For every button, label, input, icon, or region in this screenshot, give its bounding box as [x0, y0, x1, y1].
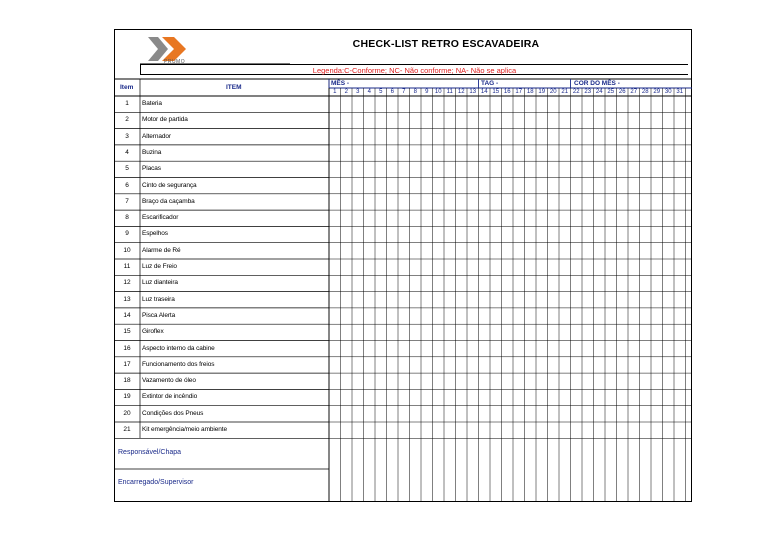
day-column-header: 14: [480, 89, 488, 95]
day-column-header: 16: [503, 89, 511, 95]
item-number: 11: [123, 263, 131, 270]
item-number: 8: [125, 214, 129, 222]
item-number: 10: [123, 246, 131, 254]
day-column-header: 3: [356, 89, 360, 95]
item-number: 18: [123, 377, 131, 385]
item-number: 15: [123, 328, 131, 336]
item-label: Extintor de incêndio: [142, 393, 198, 401]
day-column-header: 24: [595, 89, 603, 95]
day-column-header: 27: [630, 89, 638, 95]
day-column-header: 8: [413, 89, 417, 95]
day-column-header: 21: [561, 89, 569, 95]
item-number: 6: [125, 181, 129, 189]
item-label: Vazamento de óleo: [142, 377, 196, 385]
day-column-header: 30: [664, 89, 672, 95]
day-column-header: 28: [641, 89, 649, 95]
day-column-header: 12: [457, 89, 465, 95]
day-column-header: 13: [469, 89, 477, 95]
item-label: Funcionamento dos freios: [142, 360, 215, 368]
col-header-mes: MÊS -: [331, 80, 350, 87]
item-label: Espelhos: [142, 230, 168, 238]
day-column-header: 1: [333, 89, 337, 95]
day-column-header: 31: [676, 89, 684, 95]
day-column-header: 20: [549, 89, 557, 95]
day-column-header: 25: [607, 89, 615, 95]
day-column-header: 2: [344, 89, 348, 95]
item-number: 20: [123, 409, 131, 417]
legend: Legenda:C-Conforme; NC- Não conforme; NA- Não se aplica: [140, 64, 688, 75]
item-number: 16: [123, 344, 131, 352]
item-number: 9: [125, 230, 129, 238]
col-header-item: ITEM: [226, 84, 242, 91]
day-column-header: 18: [526, 89, 534, 95]
day-column-header: 23: [584, 89, 592, 95]
item-number: 12: [123, 279, 131, 287]
day-column-header: 9: [425, 89, 429, 95]
item-label: Luz traseira: [142, 295, 175, 303]
day-column-header: 17: [515, 89, 523, 95]
col-header-tag: TAG -: [481, 80, 499, 87]
item-label: Bateria: [142, 100, 162, 107]
item-number: 1: [125, 100, 129, 107]
item-label: Condições dos Pneus: [142, 409, 204, 417]
item-label: Giroflex: [142, 328, 164, 336]
day-column-header: 19: [538, 89, 546, 95]
item-label: Placas: [142, 165, 161, 173]
item-label: Alternador: [142, 132, 171, 140]
item-label: Escarificador: [142, 214, 179, 222]
item-label: Luz dianteira: [142, 279, 178, 287]
item-number: 5: [125, 165, 129, 173]
item-number: 3: [125, 132, 129, 140]
responsible-label: Responsável/Chapa: [118, 449, 182, 456]
day-column-header: 26: [618, 89, 626, 95]
item-number: 13: [123, 295, 131, 303]
col-header-cor: COR DO MÊS -: [574, 80, 620, 87]
item-label: Kit emergência/meio ambiente: [142, 426, 227, 433]
item-label: Buzina: [142, 148, 162, 156]
day-column-header: 29: [653, 89, 661, 95]
logo-text: PRUMO: [164, 59, 186, 65]
item-label: Pisca Alerta: [142, 311, 176, 319]
day-column-header: 4: [367, 89, 371, 95]
day-column-header: 7: [402, 89, 406, 95]
item-number: 4: [125, 148, 129, 156]
item-label: Alarme de Ré: [142, 246, 181, 254]
supervisor-label: Encarregado/Supervisor: [118, 479, 194, 486]
item-number: 19: [123, 393, 131, 401]
item-label: Motor de partida: [142, 116, 188, 124]
item-label: Braço da caçamba: [142, 197, 195, 205]
day-column-header: 10: [434, 89, 442, 95]
item-number: 17: [123, 360, 131, 368]
day-column-header: 5: [379, 89, 383, 95]
item-label: Luz de Freio: [142, 263, 177, 270]
day-column-header: 15: [492, 89, 500, 95]
day-column-header: 22: [572, 89, 580, 95]
item-label: Aspecto interno da cabine: [142, 344, 215, 352]
day-column-header: 11: [446, 89, 453, 95]
col-header-item-no: Item: [120, 84, 134, 91]
day-column-header: 6: [390, 89, 394, 95]
item-number: 14: [123, 311, 131, 319]
item-number: 7: [125, 197, 129, 205]
page-title: CHECK-LIST RETRO ESCAVADEIRA: [352, 38, 540, 50]
item-number: 2: [125, 116, 129, 124]
item-number: 21: [123, 426, 131, 433]
item-label: Cinto de segurança: [142, 181, 197, 189]
